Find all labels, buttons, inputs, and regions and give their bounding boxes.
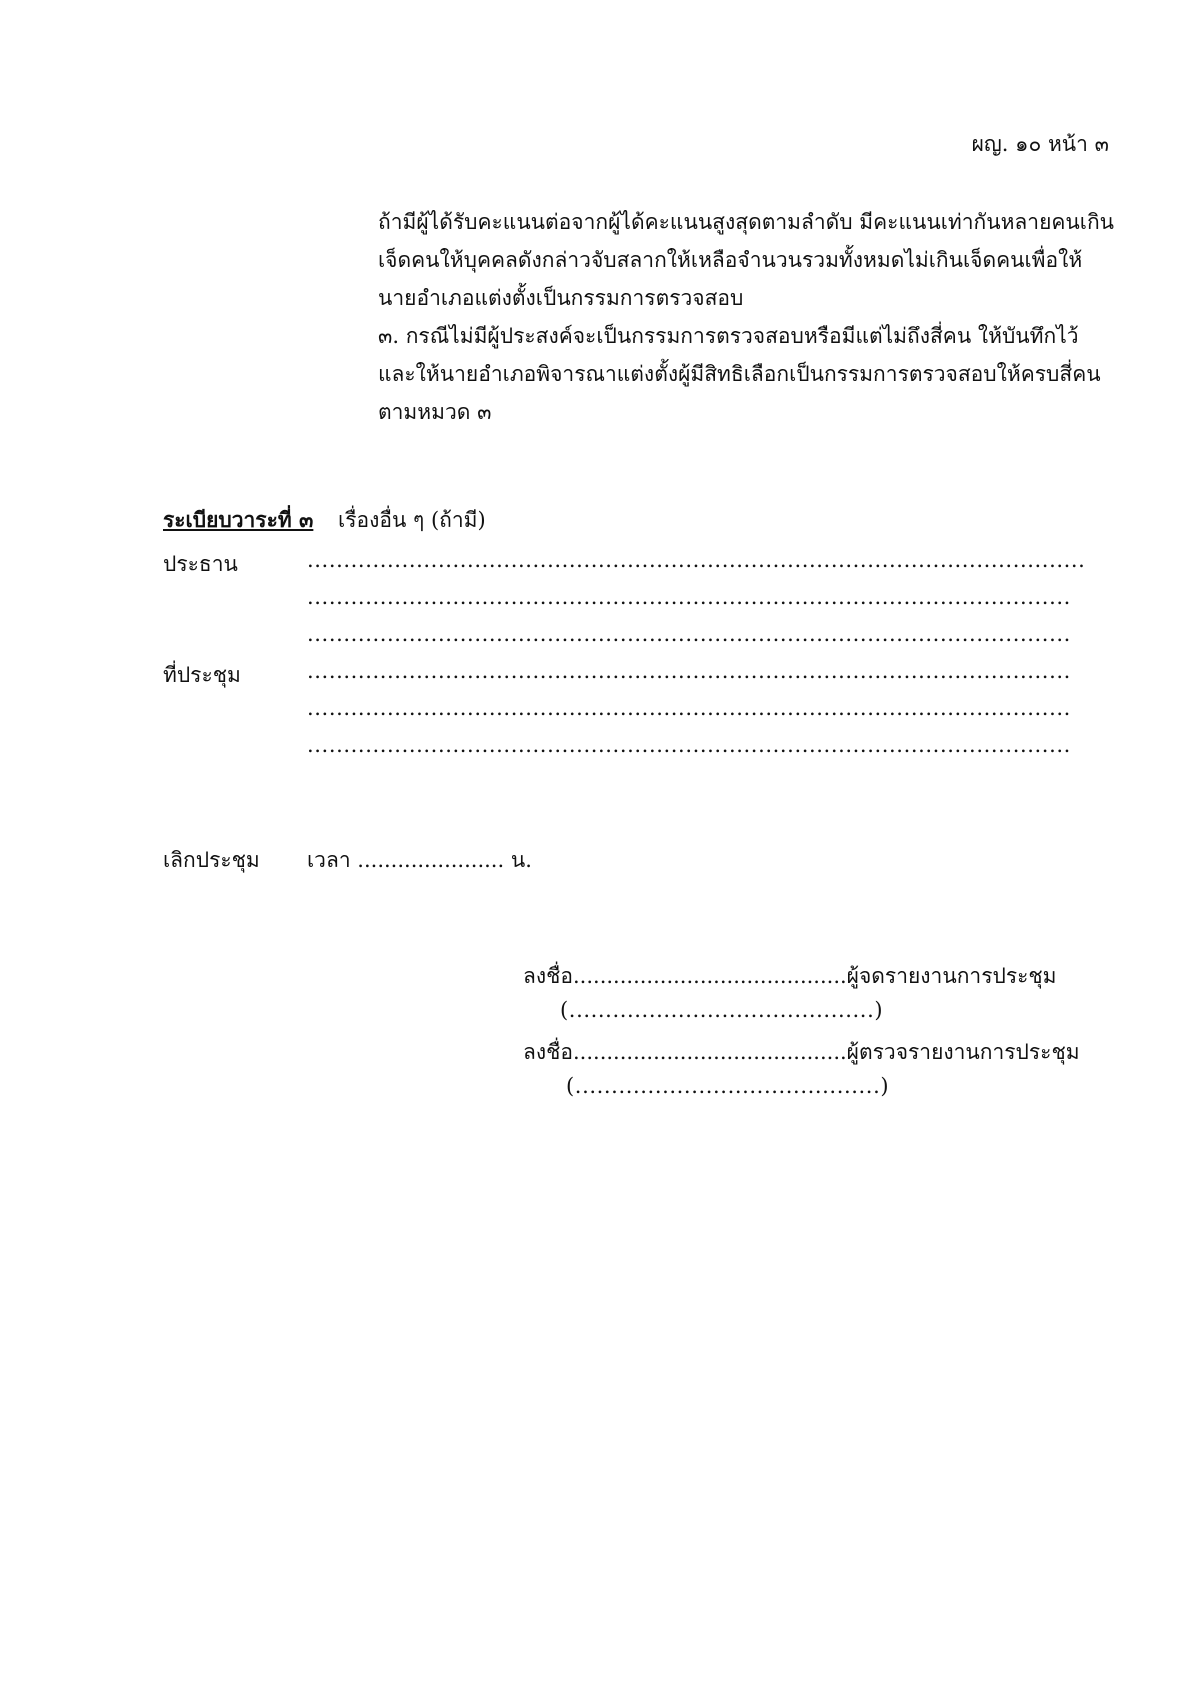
paragraph-line: ถ้ามีผู้ได้รับคะแนนต่อจากผู้ได้คะแนนสูงสุดตามลำดับ มีคะแนนเท่ากันหลายคนเกิน bbox=[378, 210, 1115, 234]
recorder-signature-line: ลงชื่อ.........................................ผู้จดรายงานการประชุม bbox=[523, 964, 1057, 988]
paragraph-line: นายอำเภอแต่งตั้งเป็นกรรมการตรวจสอบ bbox=[378, 286, 744, 310]
meeting-label: ที่ประชุม bbox=[163, 663, 241, 687]
agenda-heading bbox=[163, 504, 486, 537]
page-reference: ผญ. ๑๐ หน้า ๓ bbox=[971, 132, 1109, 156]
paragraph-line: ๓. กรณีไม่มีผู้ประสงค์จะเป็นกรรมการตรวจสอบหรือมีแต่ไม่ถึงสี่คน ให้บันทึกไว้ bbox=[378, 324, 1079, 348]
agenda-subject: เรื่องอื่น ๆ (ถ้ามี) bbox=[338, 508, 486, 532]
paragraph-line: และให้นายอำเภอพิจารณาแต่งตั้งผู้มีสิทธิเลือกเป็นกรรมการตรวจสอบให้ครบสี่คน bbox=[378, 362, 1101, 386]
agenda-number: ระเบียบวาระที่ ๓ bbox=[163, 507, 314, 532]
chair-label: ประธาน bbox=[163, 552, 238, 576]
recorder-name-line: (..........................................) bbox=[560, 998, 884, 1022]
meeting-fill-line: ......................................................................................................... bbox=[307, 659, 1071, 683]
chair-fill-line: ......................................................................................................... bbox=[307, 622, 1071, 646]
closing-label: เลิกประชุม bbox=[163, 848, 260, 872]
chair-fill-line: ......................................................................................................... bbox=[307, 585, 1071, 609]
meeting-fill-line: ......................................................................................................... bbox=[307, 696, 1071, 720]
meeting-fill-line: ......................................................................................................... bbox=[307, 733, 1071, 757]
checker-signature-line: ลงชื่อ.........................................ผู้ตรวจรายงานการประชุม bbox=[523, 1040, 1080, 1064]
chair-fill-line: ........................................................................................................... bbox=[307, 548, 1086, 572]
checker-name-line: (..........................................) bbox=[566, 1074, 890, 1098]
closing-time: เวลา ...................... น. bbox=[307, 848, 532, 872]
paragraph-line: ตามหมวด ๓ bbox=[378, 400, 492, 424]
paragraph-line: เจ็ดคนให้บุคคลดังกล่าวจับสลากให้เหลือจำนวนรวมทั้งหมดไม่เกินเจ็ดคนเพื่อให้ bbox=[378, 248, 1083, 272]
